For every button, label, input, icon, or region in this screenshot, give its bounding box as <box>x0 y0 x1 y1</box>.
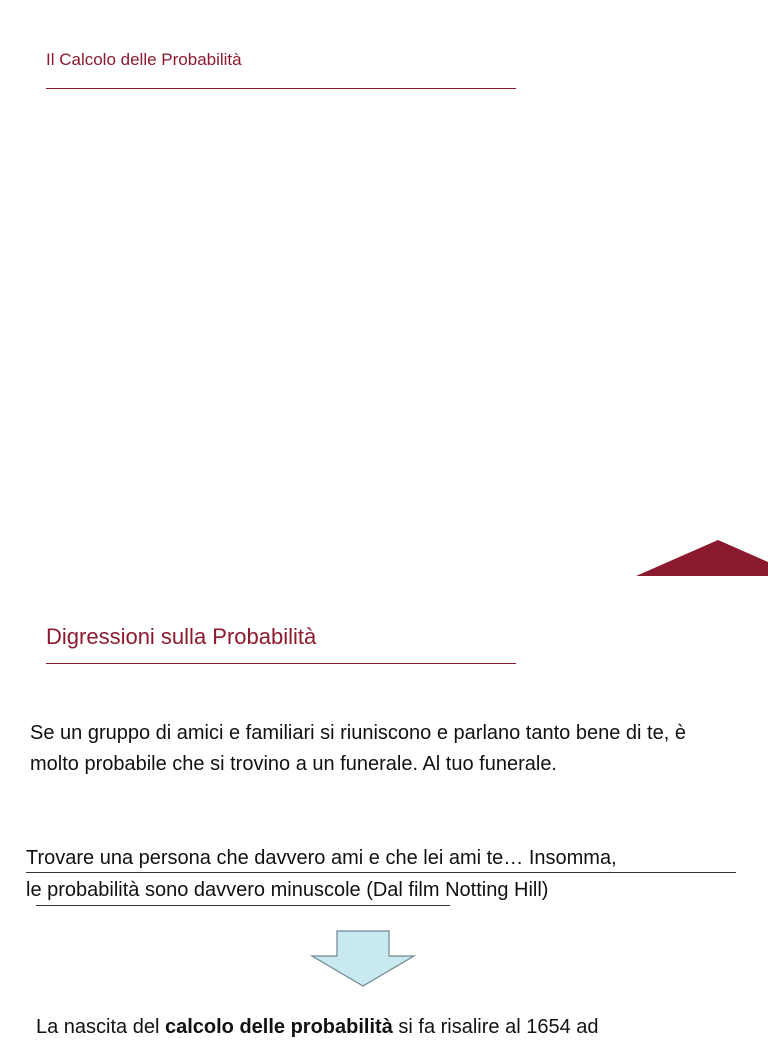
corner-triangle-icon <box>636 540 768 576</box>
underline-stroke-1 <box>26 872 736 873</box>
slide-2-title: Digressioni sulla Probabilità <box>46 624 317 649</box>
paragraph-notting-hill-line-2: le probabilità sono davvero minuscole (Dal film Notting Hill) <box>26 879 549 901</box>
slide-1-title: Il Calcolo delle Probabilità <box>46 50 242 69</box>
slide-1-title-rule <box>46 88 516 89</box>
slide-2 <box>0 600 768 1038</box>
slide-2-title-rule <box>46 663 516 664</box>
paragraph-notting-hill-line-1: Trovare una persona che davvero ami e che lei ami te… Insomma, <box>26 847 617 869</box>
paragraph-history-end: si fa risalire al 1654 ad <box>392 1016 599 1038</box>
paragraph-history-bold: calcolo delle probabilità <box>164 1016 393 1038</box>
underline-stroke-2 <box>36 905 450 906</box>
paragraph-history-start: La nascita del <box>36 1016 165 1038</box>
paragraph-history <box>36 1012 599 1042</box>
down-arrow-icon <box>310 930 416 988</box>
paragraph-funeral-quote: Se un gruppo di amici e familiari si riuniscono e parlano tanto bene di te, è molto probabile che si trovino a un funerale. Al tuo funerale. <box>30 722 686 775</box>
